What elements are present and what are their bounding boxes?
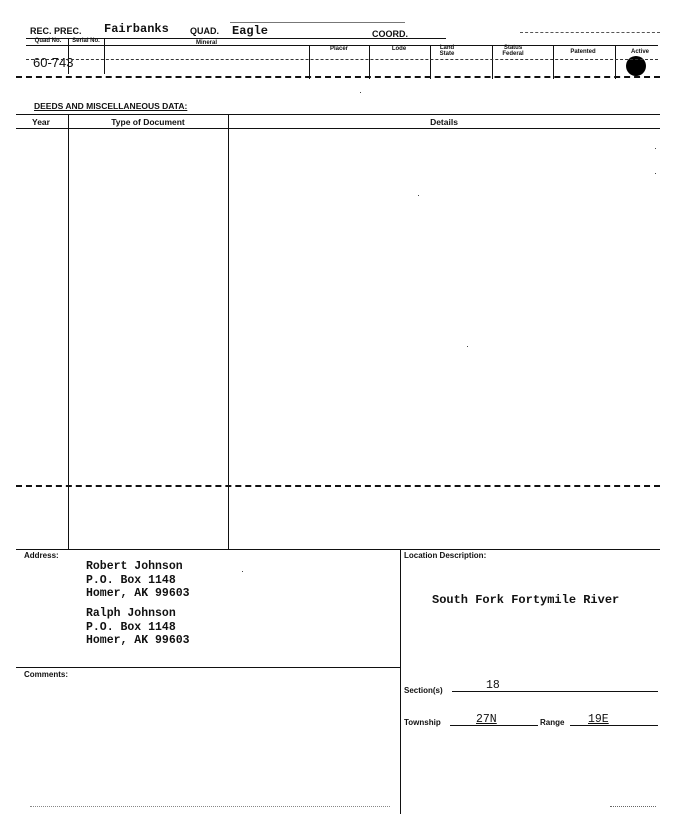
quad-label: QUAD. xyxy=(190,26,219,36)
col-year-header: Year xyxy=(32,117,50,127)
patented-label: Patented xyxy=(570,49,596,55)
scan-speck xyxy=(655,173,656,174)
deeds-divider-year xyxy=(68,114,69,549)
land-state-label: Land State xyxy=(439,45,455,57)
header-divider xyxy=(492,45,493,79)
deeds-top-rule xyxy=(16,114,660,115)
deeds-section-title: DEEDS AND MISCELLANEOUS DATA: xyxy=(34,101,188,111)
address-line: Homer, AK 99603 xyxy=(86,587,190,600)
mineral-label: Mineral xyxy=(195,40,217,46)
scan-speck xyxy=(360,92,361,93)
range-underline xyxy=(570,725,658,726)
address-name: Robert Johnson xyxy=(86,560,183,573)
header-divider xyxy=(309,45,310,79)
active-label: Active xyxy=(630,49,649,55)
township-value: 27N xyxy=(476,713,497,726)
address-line: Homer, AK 99603 xyxy=(86,634,190,647)
location-divider xyxy=(400,549,401,814)
address-line: P.O. Box 1148 xyxy=(86,573,176,587)
section-value: 18 xyxy=(486,679,500,692)
comments-label: Comments: xyxy=(24,670,69,679)
deeds-header-rule xyxy=(16,128,660,129)
comments-top-rule xyxy=(16,667,400,668)
address-name: Ralph Johnson xyxy=(86,607,176,620)
scan-noise-bottom xyxy=(30,806,390,807)
scan-noise-bottom-right xyxy=(610,806,656,807)
address-entry-2 xyxy=(86,607,190,648)
coord-label: COORD. xyxy=(372,29,408,39)
header-divider xyxy=(369,45,370,79)
header-divider xyxy=(615,45,616,79)
col-details-header: Details xyxy=(430,117,458,127)
scan-speck xyxy=(242,571,243,572)
header-divider xyxy=(104,38,105,74)
scan-speck xyxy=(467,346,468,347)
header-divider xyxy=(553,45,554,79)
header-top-dash xyxy=(520,32,660,33)
placer-label: Placer xyxy=(329,46,348,52)
address-line: P.O. Box 1148 xyxy=(86,620,176,634)
range-value: 19E xyxy=(588,713,609,726)
header-divider xyxy=(430,45,431,79)
location-label: Location Description: xyxy=(404,551,487,560)
range-label: Range xyxy=(540,718,565,727)
deeds-bottom-rule xyxy=(16,549,660,550)
section-label: Section(s) xyxy=(404,686,443,695)
record-number: 60-743 xyxy=(33,55,74,70)
deeds-dash-rule xyxy=(16,485,660,487)
header-top-rule xyxy=(230,22,405,23)
quad-no-label: Quad No. xyxy=(34,38,62,44)
status-federal-label: Status Federal xyxy=(502,45,524,57)
serial-no-label: Serial No. xyxy=(72,38,100,44)
scan-speck xyxy=(418,195,419,196)
location-value: South Fork Fortymile River xyxy=(432,593,620,607)
section-underline xyxy=(452,691,658,692)
quad-value: Eagle xyxy=(232,24,269,38)
record-row-bottom-dash xyxy=(16,76,660,78)
lode-label: Lode xyxy=(391,46,407,52)
rec-prec-label: REC. PREC. xyxy=(30,26,82,36)
record-row-rule xyxy=(26,59,658,60)
deeds-divider-type xyxy=(228,114,229,549)
scan-speck xyxy=(655,148,656,149)
address-label: Address: xyxy=(24,551,59,560)
rec-prec-value: Fairbanks xyxy=(104,22,169,36)
col-type-header: Type of Document xyxy=(111,117,185,127)
township-label: Township xyxy=(404,718,441,727)
address-entry-1 xyxy=(86,560,190,601)
